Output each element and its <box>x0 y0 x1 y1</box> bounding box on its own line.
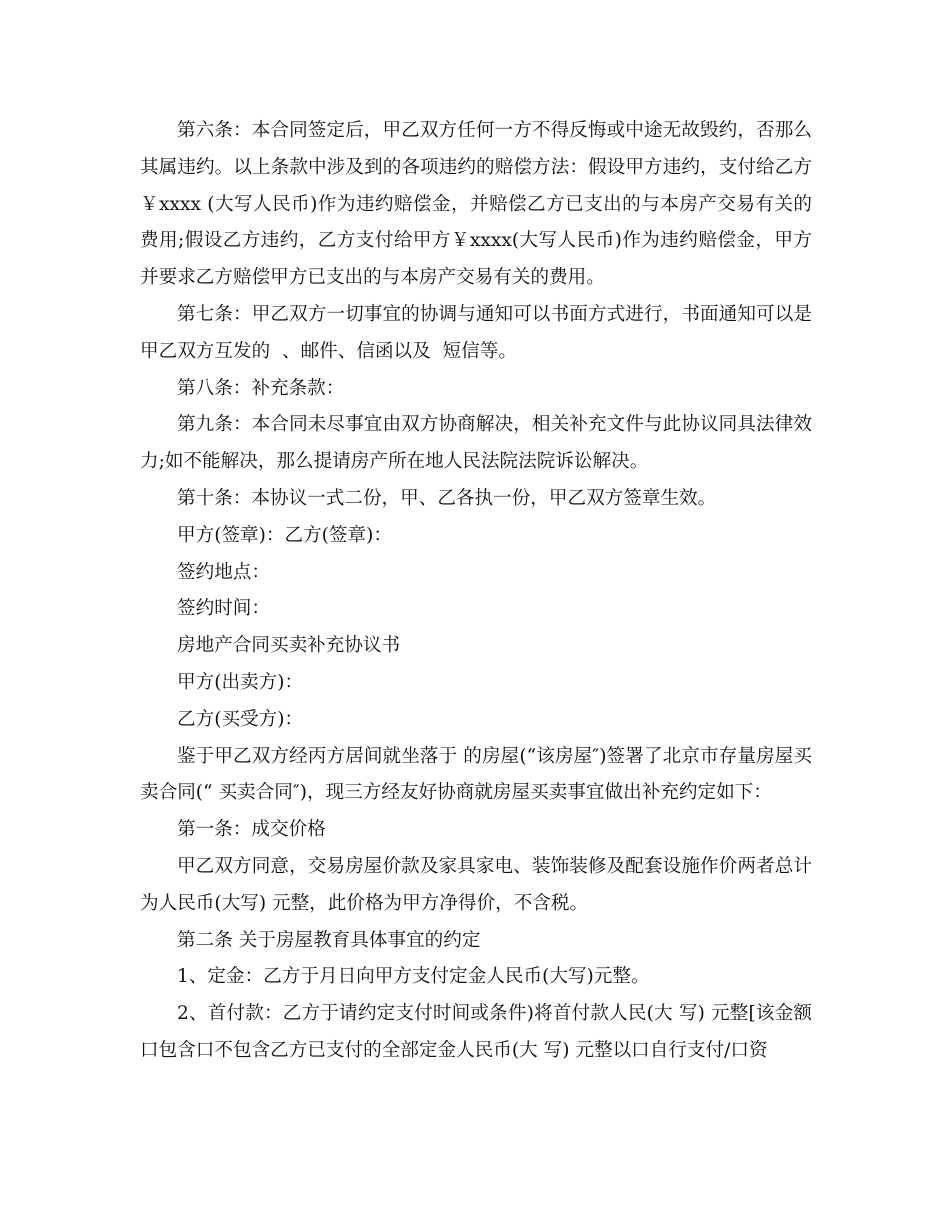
document-body <box>140 113 812 1070</box>
party-b-buyer: 乙方(买受方)： <box>177 708 304 730</box>
clause-10: 第十条：本协议一式二份，甲、乙各执一份，甲乙双方签章生效。 <box>177 487 717 509</box>
clause-6: 第六条：本合同签定后，甲乙双方任何一方不得反悔或中途无故毁约，否那么其属违约。以上条款中涉及到的各项违约的赔偿方法：假设甲方违约，支付给乙方￥xxxx (大写人民币)作为违约赔偿金，并赔偿乙方已支出的与本房产交易有关的费用;假设乙方违约，乙方支付给甲方￥xxxx(大写人民币)作为违约赔偿金，甲方并要求乙方赔偿甲方已支出的与本房产交易有关的费用。 <box>140 120 812 289</box>
clause-8: 第八条：补充条款： <box>177 377 345 399</box>
party-a-seller: 甲方(出卖方)： <box>177 671 304 693</box>
deposit-item: 1、定金：乙方于月日向甲方支付定金人民币(大写)元整。 <box>177 966 650 988</box>
supplement-title: 房地产合同买卖补充协议书 <box>177 635 401 657</box>
signature-line: 甲方(签章)：乙方(签章)： <box>177 524 392 546</box>
signing-place: 签约地点： <box>177 561 270 583</box>
down-payment-item: 2、首付款：乙方于请约定支付时间或条件)将首付款人民(大 写) 元整[该金额口包含口不包含乙方已支付的全部定金人民币(大 写) 元整以口自行支付/口资 <box>140 1003 812 1061</box>
preamble: 鉴于甲乙双方经丙方居间就坐落于 的房屋(“该房屋″)签署了北京市存量房屋买卖合同(“ 买卖合同″)，现三方经友好协商就房屋买卖事宜做出补充约定如下： <box>140 745 812 804</box>
article-2-heading: 第二条 关于房屋教育具体事宜的约定 <box>177 929 481 951</box>
article-1-heading: 第一条：成交价格 <box>177 819 326 841</box>
clause-9: 第九条：本合同未尽事宜由双方协商解决，相关补充文件与此协议同具法律效力;如不能解决，那么提请房产所在地人民法院法院诉讼解决。 <box>140 414 812 473</box>
article-1-body: 甲乙双方同意，交易房屋价款及家具家电、装饰装修及配套设施作价两者总计为人民币(大写) 元整，此价格为甲方净得价，不含税。 <box>140 855 812 914</box>
clause-7: 第七条：甲乙双方一切事宜的协调与通知可以书面方式进行，书面通知可以是甲乙双方互发的 、邮件、信函以及 短信等。 <box>140 303 812 362</box>
signing-time: 签约时间： <box>177 598 270 620</box>
